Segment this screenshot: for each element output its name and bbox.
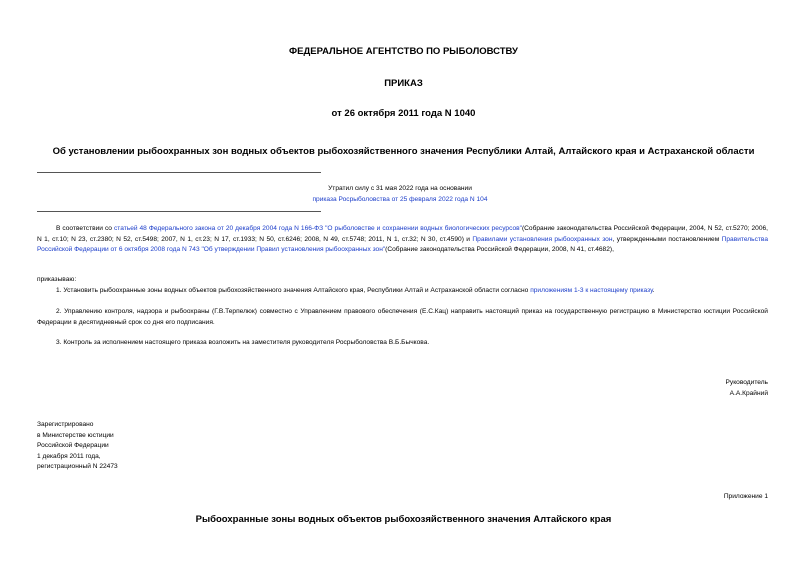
appendices-link[interactable]: приложениям 1-3 к настоящему приказу [530, 287, 653, 294]
signer-position: Руководитель [725, 379, 768, 386]
preamble-text-4: (Собрание законодательства Российской Федерации, 2008, N 41, ст.4682), [385, 246, 614, 253]
signer-name: А.А.Крайний [729, 389, 768, 397]
preamble-text-3: , утвержденными постановлением [612, 235, 722, 243]
item-1-text: 1. Установить рыбоохранные зоны водных объектов рыбохозяйственного значения Алтайского края, Республики Алтай и Астраханской области согласно [56, 287, 531, 294]
law-link[interactable]: статьей 48 Федерального закона от 20 декабря 2004 года N 166-ФЗ "О рыболовстве и сохранении водных биологических ресурсов" [113, 225, 522, 232]
registration-block [37, 420, 118, 473]
divider-top [37, 172, 321, 173]
appendix-label: Приложение 1 [723, 493, 768, 500]
registration-line-4: 1 декабря 2011 года, [37, 452, 101, 460]
appendix-title: Рыбоохранные зоны водных объектов рыбохозяйственного значения Алтайского края [195, 514, 612, 525]
item-2: 2. Управлению контроля, надзора и рыбоохраны (Г.В.Терпелюк) совместно с Управлением правового обеспечения (Е.С.Кац) направить настоящий приказ на государственную регистрацию в Министерство юстиции Российской Федерации в десятидневный срок со дня его подписания. [37, 308, 768, 326]
item-3: 3. Контроль за исполнением настоящего приказа возложить на заместителя руководителя Росрыболовства В.Б.Бычкова. [56, 339, 430, 346]
registration-line-3: Российской Федерации [37, 442, 109, 449]
divider-bottom [37, 211, 321, 212]
preamble-text-2: (Собрание законодательства Российской Федерации, 2004, N 52, ст.5270; 2006, N 1, ст.10; N 23, ст.2380; N 52, ст.5498; 2007, N 1, ст.23; N 17, ст.1933; N 50, ст.6246; 2008, N 49, ст.5748; 2011, N 1, ст.32; N 30, ст.4590) и [37, 225, 768, 243]
government-decree-link[interactable]: Правительства Российской Федерации от 6 октября 2008 года N 743 "Об утверждении Правил установления рыбоохранных зон" [37, 235, 768, 253]
signature-block [726, 378, 768, 399]
preamble-text-1: В соответствии со [56, 225, 114, 232]
item-1-end: . [652, 287, 655, 294]
agency-name: ФЕДЕРАЛЬНОЕ АГЕНТСТВО ПО РЫБОЛОВСТВУ [289, 46, 518, 57]
status-line: Утратил силу с 31 мая 2022 года на основании [328, 185, 472, 192]
rules-link[interactable]: Правилами установления рыбоохранных зон [472, 235, 613, 243]
registration-line-2: в Министерстве юстиции [37, 431, 114, 439]
registration-line-5: регистрационный N 22473 [37, 463, 118, 470]
doc-type: ПРИКАЗ [384, 78, 423, 89]
registration-line-1: Зарегистрировано [37, 421, 94, 428]
order-word: приказываю: [37, 276, 77, 283]
status-link[interactable]: приказа Росрыболовства от 25 февраля 2022 года N 104 [312, 195, 488, 203]
preamble-paragraph [37, 224, 768, 256]
item-1 [37, 286, 768, 297]
doc-title: Об установлении рыбоохранных зон водных объектов рыбохозяйственного значения Республики Алтай, Алтайского края и Астраханской области [52, 146, 755, 157]
doc-date-number: от 26 октября 2011 года N 1040 [331, 108, 476, 119]
status-note [240, 184, 560, 205]
